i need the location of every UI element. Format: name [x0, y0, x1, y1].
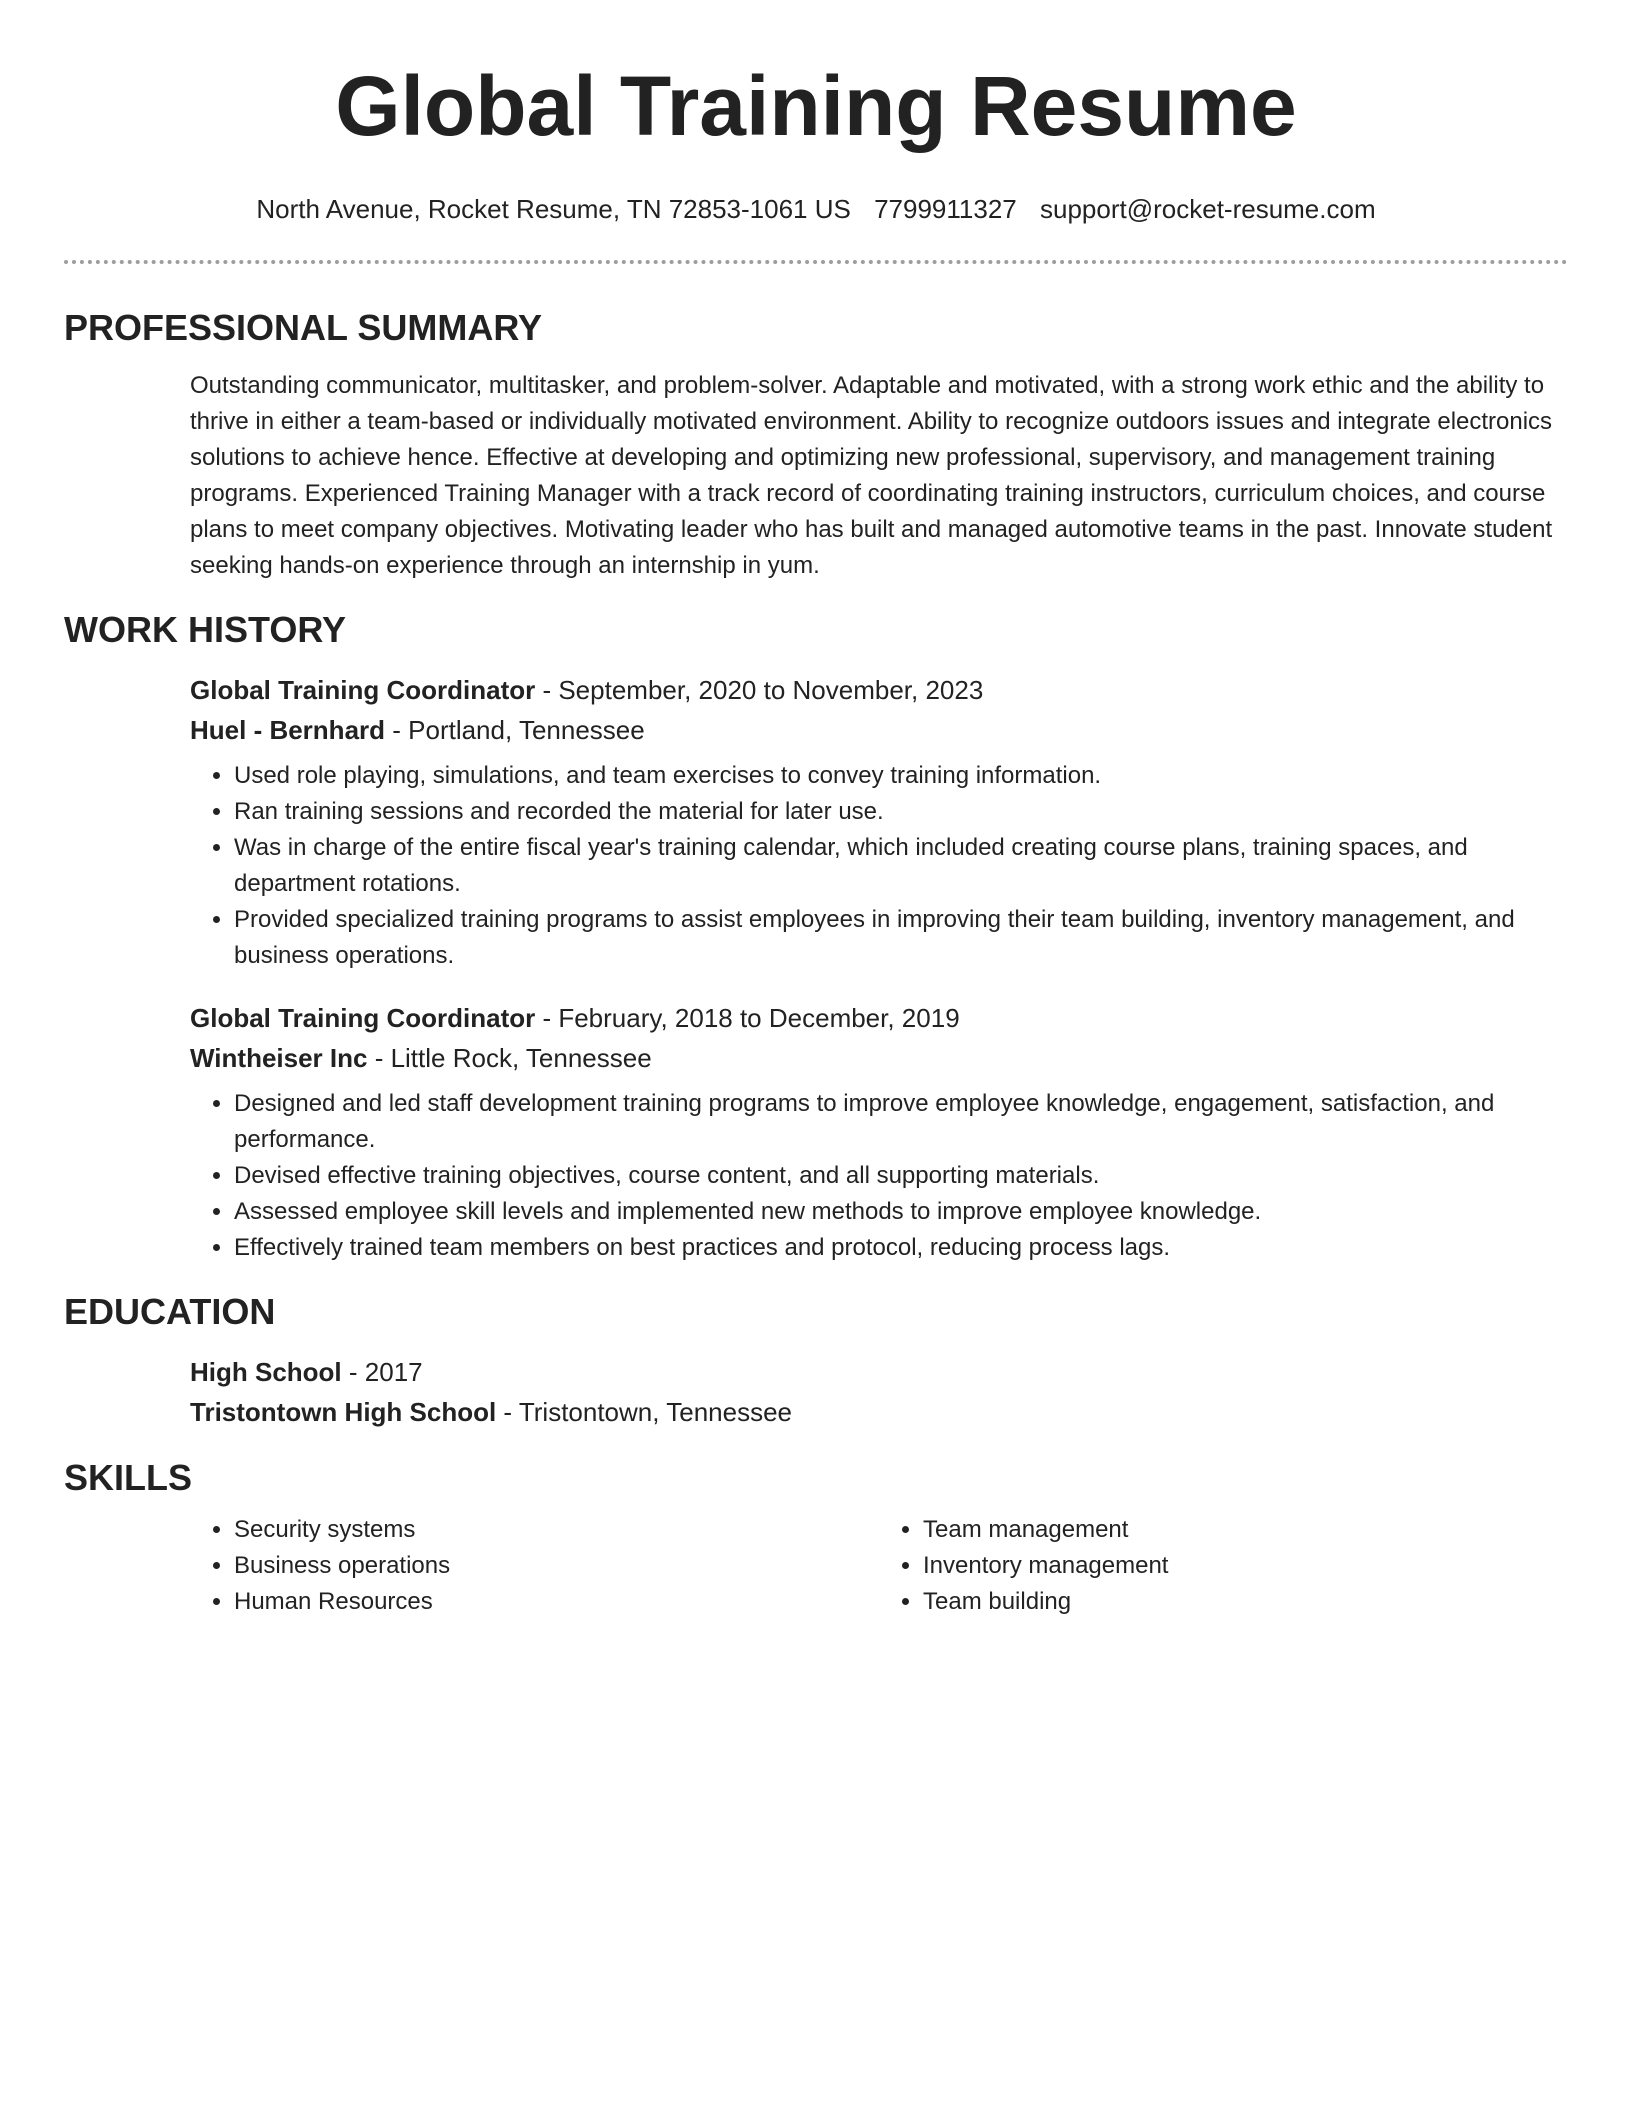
- education-section: [64, 1290, 1568, 1432]
- education-school-line: [190, 1392, 1568, 1432]
- summary-body: [64, 368, 1568, 584]
- header-divider: [64, 260, 1568, 264]
- job-entry: [64, 670, 1568, 974]
- skill-item: • Inventory management: [923, 1548, 1568, 1584]
- education-entry: [64, 1352, 1568, 1432]
- education-degree-line: [190, 1352, 1568, 1392]
- job-duty: • Assessed employee skill levels and implemented new methods to improve employee knowledge.: [234, 1194, 1568, 1230]
- job-entry: [64, 998, 1568, 1266]
- job-dates: - February, 2018 to December, 2019: [535, 1003, 960, 1033]
- job-duty: • Provided specialized training programs to assist employees in improving their team building, inventory management, and business operations.: [234, 902, 1568, 974]
- job-duty: • Designed and led staff development training programs to improve employee knowledge, engagement, satisfaction, and performance.: [234, 1086, 1568, 1158]
- job-duty: • Ran training sessions and recorded the material for later use.: [234, 794, 1568, 830]
- skills-heading: SKILLS: [64, 1457, 193, 1498]
- contact-line: [64, 192, 1568, 226]
- job-title-line: [190, 998, 1568, 1038]
- education-degree: High School: [190, 1357, 342, 1387]
- contact-address: North Avenue, Rocket Resume, TN 72853-1061 US: [256, 194, 851, 224]
- summary-text: Outstanding communicator, multitasker, and problem-solver. Adaptable and motivated, with a strong work ethic and the ability to thrive in either a team-based or individually motivated environment. Ability to recognize outdoors issues and integrate electronics solutions to achieve hence. Effective at developing and optimizing new professional, supervisory, and management training programs. Experienced Training Manager with a track record of coordinating training instructors, curriculum choices, and course plans to meet company objectives. Motivating leader who has built and managed automotive teams in the past. Innovate student seeking hands-on experience through an internship in yum.: [190, 372, 1553, 579]
- resume-header: [64, 0, 1568, 226]
- job-company-line: [190, 710, 1568, 750]
- skills-list-left: [190, 1512, 879, 1620]
- skills-section: [64, 1456, 1568, 1620]
- skills-list-right: [879, 1512, 1568, 1620]
- job-location: - Little Rock, Tennessee: [367, 1043, 652, 1073]
- education-year: - 2017: [341, 1357, 423, 1387]
- work-section: [64, 608, 1568, 1266]
- job-company: Huel - Bernhard: [190, 715, 386, 745]
- job-duties-list: [190, 758, 1568, 974]
- education-heading: EDUCATION: [64, 1291, 276, 1332]
- job-duty: • Effectively trained team members on best practices and protocol, reducing process lags.: [234, 1230, 1568, 1266]
- job-duty: • Devised effective training objectives, course content, and all supporting materials.: [234, 1158, 1568, 1194]
- job-company: Wintheiser Inc: [190, 1043, 368, 1073]
- skills-grid: [64, 1512, 1568, 1620]
- skill-item: • Security systems: [234, 1512, 879, 1548]
- contact-email: support@rocket-resume.com: [1040, 194, 1376, 224]
- work-heading: WORK HISTORY: [64, 609, 347, 650]
- job-role: Global Training Coordinator: [190, 675, 536, 705]
- job-location: - Portland, Tennessee: [385, 715, 645, 745]
- summary-section: [64, 306, 1568, 584]
- resume-name: Global Training Resume: [335, 59, 1297, 153]
- job-company-line: [190, 1038, 1568, 1078]
- job-duty: • Used role playing, simulations, and team exercises to convey training information.: [234, 758, 1568, 794]
- skill-item: • Human Resources: [234, 1584, 879, 1620]
- job-title-line: [190, 670, 1568, 710]
- job-dates: - September, 2020 to November, 2023: [535, 675, 984, 705]
- education-location: - Tristontown, Tennessee: [496, 1397, 792, 1427]
- job-role: Global Training Coordinator: [190, 1003, 536, 1033]
- summary-heading: PROFESSIONAL SUMMARY: [64, 307, 543, 348]
- education-school: Tristontown High School: [190, 1397, 497, 1427]
- skill-item: • Team management: [923, 1512, 1568, 1548]
- skill-item: • Business operations: [234, 1548, 879, 1584]
- contact-phone: 7799911327: [874, 194, 1017, 224]
- job-duties-list: [190, 1086, 1568, 1266]
- job-duty: • Was in charge of the entire fiscal year's training calendar, which included creating course plans, training spaces, and department rotations.: [234, 830, 1568, 902]
- skill-item: • Team building: [923, 1584, 1568, 1620]
